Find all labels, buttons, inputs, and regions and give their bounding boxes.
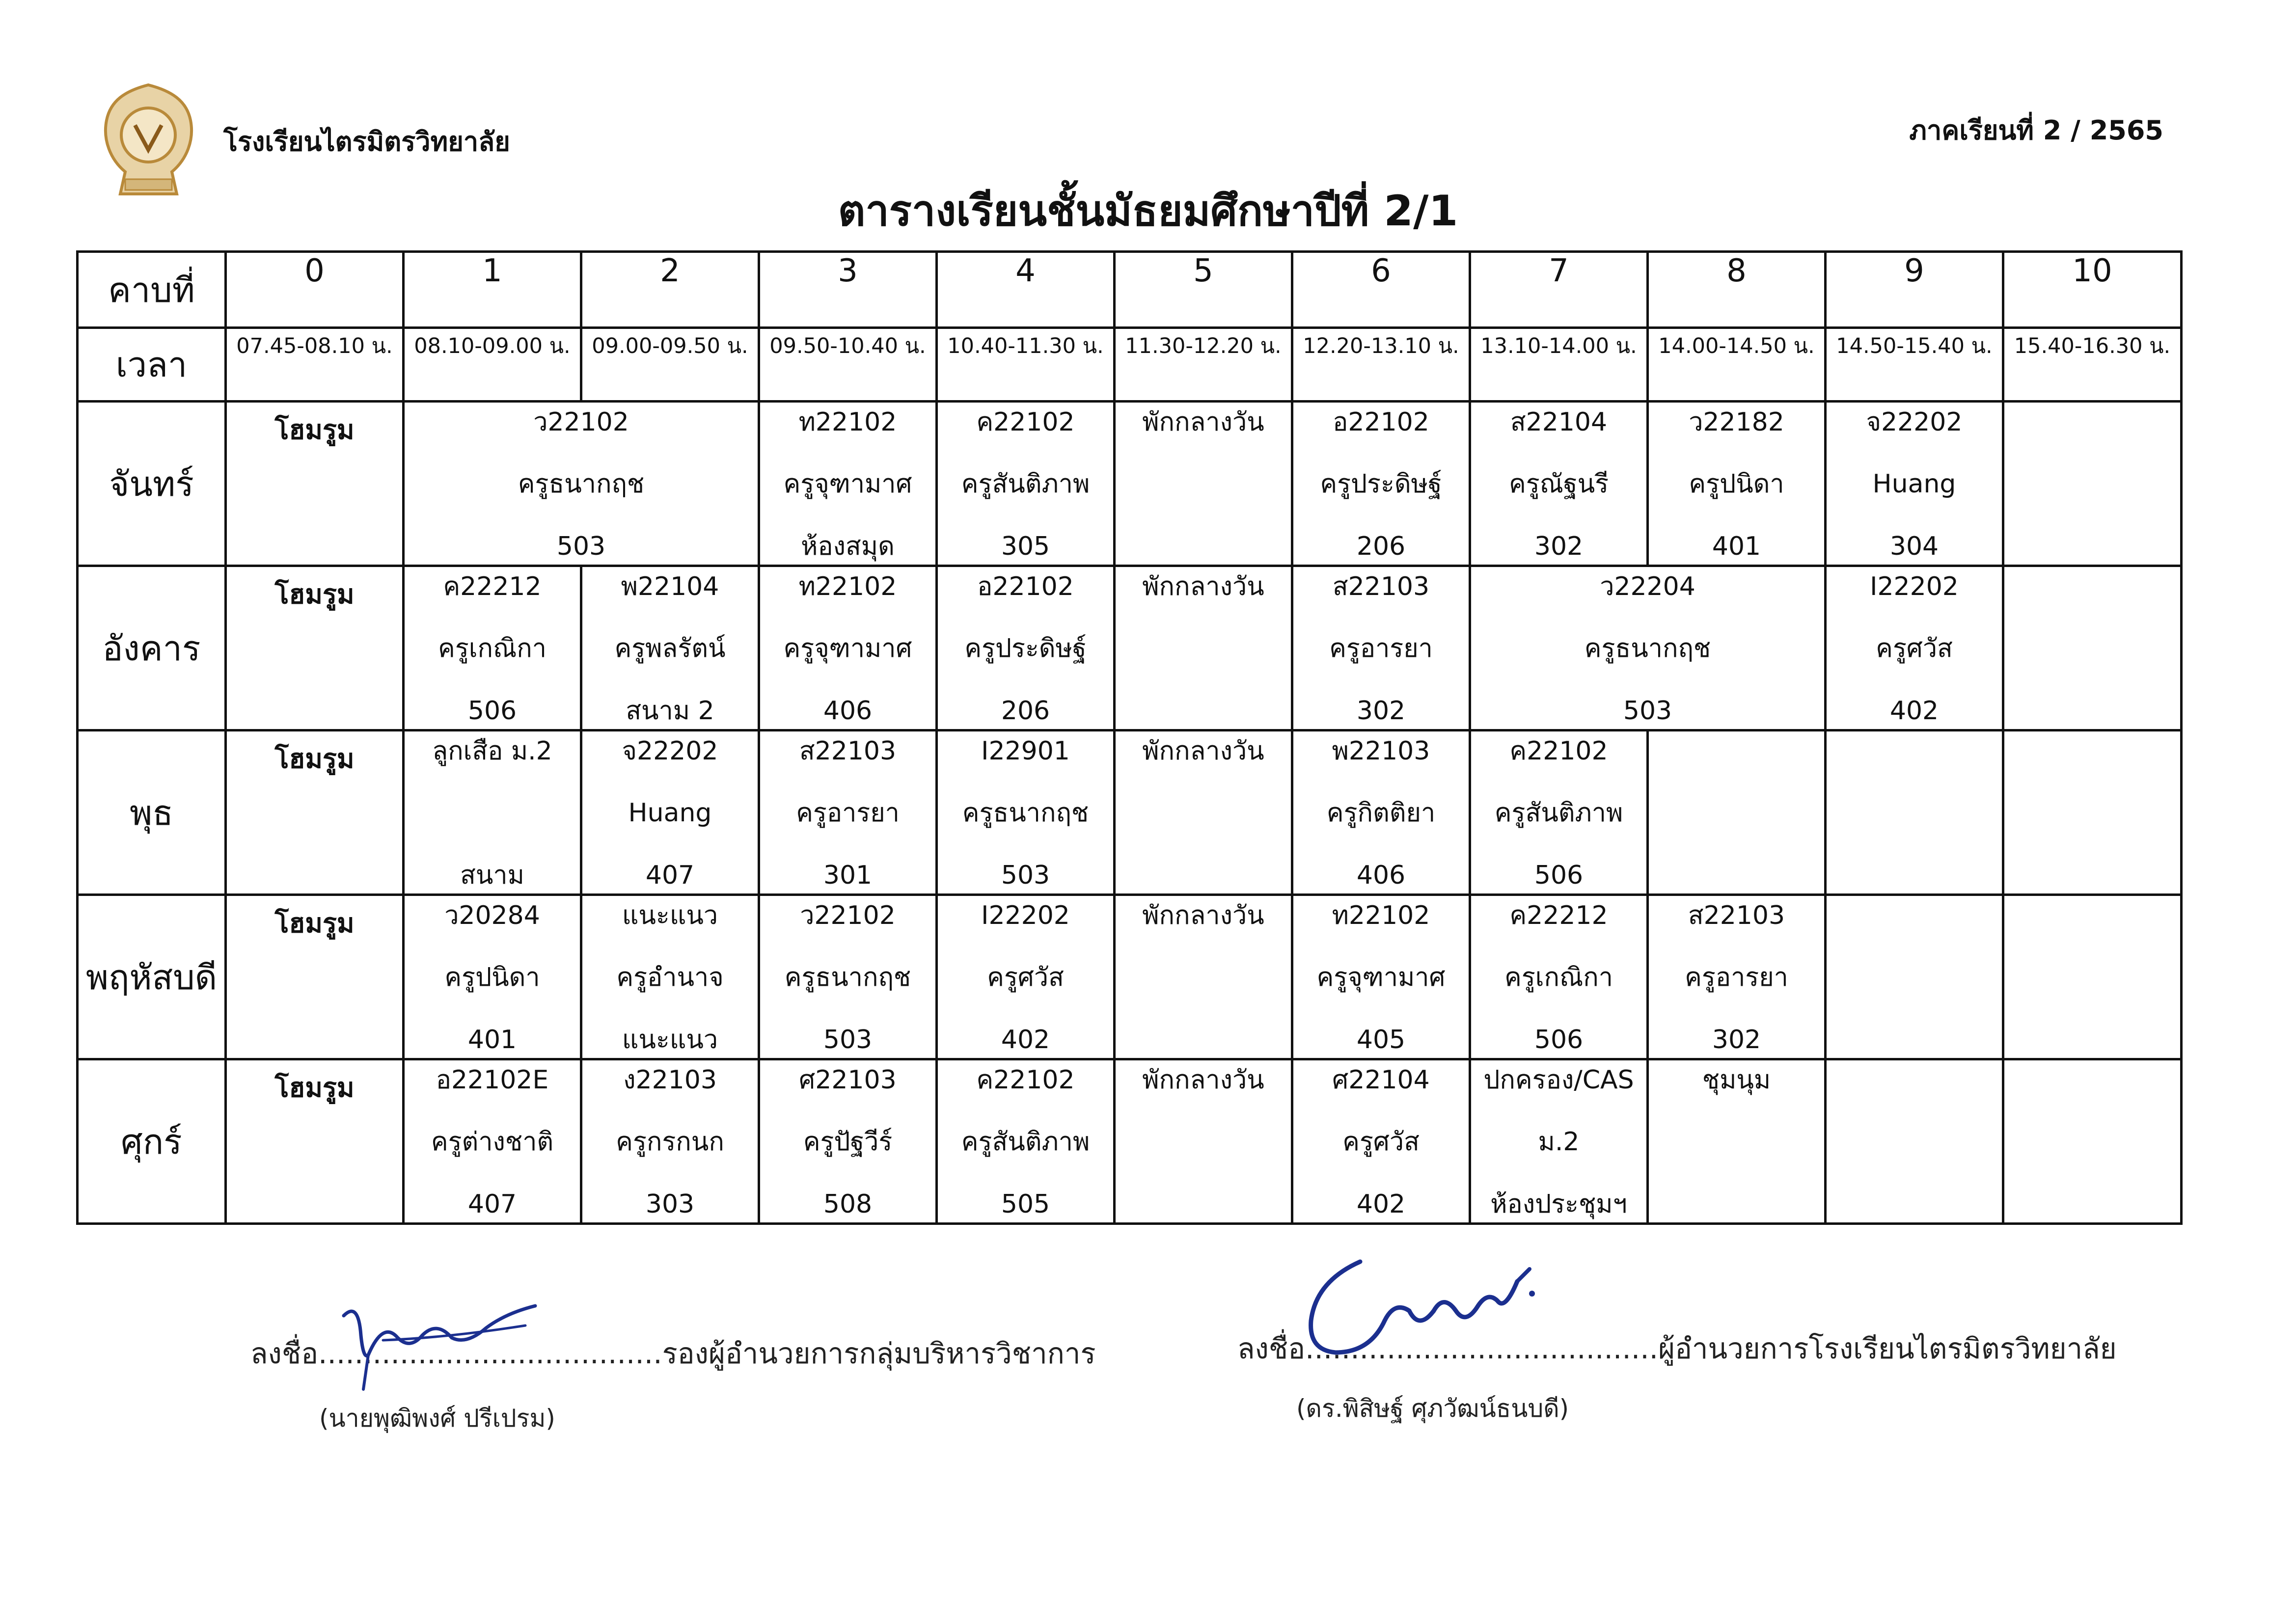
subject-code: จ22202 bbox=[622, 736, 718, 766]
room: 206 bbox=[1356, 531, 1406, 561]
room: 506 bbox=[467, 696, 517, 726]
teacher-name: ครูจุฑามาศ bbox=[783, 634, 912, 664]
class-cell bbox=[1292, 1059, 1470, 1224]
day-label: จันทร์ bbox=[78, 402, 226, 566]
time-range: 14.00-14.50 น. bbox=[1648, 328, 1826, 402]
subject-code: ปกครอง/CAS bbox=[1483, 1065, 1634, 1095]
time-range: 09.00-09.50 น. bbox=[581, 328, 759, 402]
right-signature-line: ลงชื่อ.......................................ผู้อำนวยการโรงเรียนไตรมิตรวิทยาลัย bbox=[1237, 1332, 2117, 1365]
teacher-name bbox=[405, 800, 580, 828]
class-cell bbox=[404, 566, 581, 730]
lunch-label: พักกลางวัน bbox=[1142, 407, 1264, 437]
time-range: 14.50-15.40 น. bbox=[1826, 328, 2003, 402]
room: สนาม bbox=[460, 860, 524, 890]
class-cell bbox=[404, 730, 581, 895]
class-cell bbox=[1470, 402, 1648, 566]
subject-code: พ22104 bbox=[621, 572, 719, 601]
teacher-name: ครูอารยา bbox=[1685, 963, 1788, 993]
class-cell bbox=[581, 566, 759, 730]
class-cell bbox=[937, 730, 1115, 895]
period-number: 9 bbox=[1826, 252, 2003, 328]
subject-code: I22202 bbox=[981, 901, 1070, 930]
time-range: 11.30-12.20 น. bbox=[1115, 328, 1292, 402]
homeroom-cell bbox=[226, 566, 404, 730]
class-cell bbox=[1470, 730, 1648, 895]
period-number: 0 bbox=[226, 252, 404, 328]
lunch-label: พักกลางวัน bbox=[1142, 901, 1264, 930]
room: 401 bbox=[467, 1025, 517, 1055]
subject-code: พ22103 bbox=[1332, 736, 1430, 766]
room: แนะแนว bbox=[622, 1025, 718, 1055]
subject-code: อ22102E bbox=[436, 1065, 549, 1095]
room: 402 bbox=[1356, 1189, 1406, 1219]
room: 401 bbox=[1712, 531, 1761, 561]
class-cell bbox=[937, 1059, 1115, 1224]
subject-code: ง22103 bbox=[623, 1065, 717, 1095]
class-cell bbox=[404, 895, 581, 1059]
teacher-name: ครูณัฐนรี bbox=[1508, 469, 1609, 499]
teacher-name: ครูเกณิกา bbox=[438, 634, 547, 664]
school-name: โรงเรียนไตรมิตรวิทยาลัย bbox=[223, 126, 510, 157]
period-number: 2 bbox=[581, 252, 759, 328]
room: 503 bbox=[556, 531, 606, 561]
lunch-cell bbox=[1115, 402, 1292, 566]
room: 506 bbox=[1534, 1025, 1584, 1055]
room: 302 bbox=[1534, 531, 1584, 561]
room: 508 bbox=[823, 1189, 873, 1219]
teacher-name: ครูประดิษฐ์ bbox=[1320, 469, 1442, 499]
room: 304 bbox=[1889, 531, 1939, 561]
empty-cell bbox=[2003, 895, 2182, 1059]
teacher-name: ครูปนิดา bbox=[444, 963, 540, 993]
homeroom-cell bbox=[226, 895, 404, 1059]
time-range: 10.40-11.30 น. bbox=[937, 328, 1115, 402]
room: 405 bbox=[1356, 1025, 1406, 1055]
class-cell bbox=[404, 1059, 581, 1224]
day-row-wednesday bbox=[78, 730, 2182, 895]
class-cell bbox=[759, 895, 937, 1059]
empty-cell bbox=[1648, 730, 1826, 895]
room: 407 bbox=[645, 860, 695, 890]
left-signature-mark bbox=[324, 1291, 550, 1399]
room: 406 bbox=[823, 696, 873, 726]
subject-code: ค22212 bbox=[443, 572, 542, 601]
subject-code: ท22102 bbox=[798, 407, 897, 437]
class-cell bbox=[937, 566, 1115, 730]
subject-code: อ22102 bbox=[977, 572, 1074, 601]
teacher-name: ครูอารยา bbox=[1329, 634, 1433, 664]
room: 505 bbox=[1001, 1189, 1050, 1219]
day-row-monday bbox=[78, 402, 2182, 566]
room: 301 bbox=[823, 860, 873, 890]
homeroom-cell bbox=[226, 1059, 404, 1224]
time-range: 13.10-14.00 น. bbox=[1470, 328, 1648, 402]
day-row-thursday bbox=[78, 895, 2182, 1059]
subject-code: ท22102 bbox=[798, 572, 897, 601]
teacher-name: ครูจุฑามาศ bbox=[1316, 963, 1446, 993]
room: 303 bbox=[645, 1189, 695, 1219]
teacher-name: ครูสันติภาพ bbox=[961, 469, 1090, 499]
empty-cell bbox=[2003, 1059, 2182, 1224]
room: ห้องสมุด bbox=[801, 531, 895, 561]
class-cell bbox=[1292, 566, 1470, 730]
room: 503 bbox=[1001, 860, 1050, 890]
subject-code: ส22103 bbox=[1688, 901, 1785, 930]
subject-code: ชุมนุม bbox=[1702, 1065, 1771, 1095]
period-number: 5 bbox=[1115, 252, 1292, 328]
empty-cell bbox=[2003, 402, 2182, 566]
empty-cell bbox=[2003, 566, 2182, 730]
empty-cell bbox=[1826, 1059, 2003, 1224]
class-cell bbox=[581, 1059, 759, 1224]
class-cell bbox=[759, 730, 937, 895]
subject-code: I22901 bbox=[981, 736, 1070, 766]
lunch-label: พักกลางวัน bbox=[1142, 572, 1264, 601]
subject-code: ศ22104 bbox=[1332, 1065, 1430, 1095]
empty-cell bbox=[1826, 895, 2003, 1059]
subject-code: อ22102 bbox=[1333, 407, 1429, 437]
teacher-name: ครูประดิษฐ์ bbox=[964, 634, 1087, 664]
room: 305 bbox=[1001, 531, 1050, 561]
class-cell bbox=[1292, 730, 1470, 895]
class-cell bbox=[1826, 566, 2003, 730]
page-title: ตารางเรียนชั้นมัธยมศึกษาปีที่ 2/1 bbox=[838, 187, 1458, 236]
day-row-friday bbox=[78, 1059, 2182, 1224]
subject-code: ท22102 bbox=[1332, 901, 1430, 930]
homeroom-cell bbox=[226, 730, 404, 895]
subject-code: ลูกเสือ ม.2 bbox=[432, 736, 552, 766]
class-cell bbox=[1648, 402, 1826, 566]
subject-code: ส22104 bbox=[1510, 407, 1608, 437]
teacher-name: ครูสันติภาพ bbox=[1494, 798, 1623, 828]
homeroom-label: โฮมรูม bbox=[274, 908, 355, 939]
homeroom-label: โฮมรูม bbox=[274, 414, 355, 445]
class-cell bbox=[937, 895, 1115, 1059]
time-range: 07.45-08.10 น. bbox=[226, 328, 404, 402]
day-label: พฤหัสบดี bbox=[78, 895, 226, 1059]
homeroom-label: โฮมรูม bbox=[274, 579, 355, 610]
time-label: เวลา bbox=[78, 328, 226, 402]
room: 503 bbox=[823, 1025, 873, 1055]
room: 302 bbox=[1712, 1025, 1761, 1055]
lunch-label: พักกลางวัน bbox=[1142, 736, 1264, 766]
period-number: 6 bbox=[1292, 252, 1470, 328]
subject-code: ส22103 bbox=[1332, 572, 1430, 601]
teacher-name: ครูธนากฤช bbox=[518, 469, 645, 499]
class-cell bbox=[581, 895, 759, 1059]
teacher-name: ครูสันติภาพ bbox=[961, 1127, 1090, 1157]
room: 206 bbox=[1001, 696, 1050, 726]
room: 407 bbox=[467, 1189, 517, 1219]
class-cell bbox=[1470, 895, 1648, 1059]
teacher-name bbox=[1649, 1129, 1824, 1157]
room: 506 bbox=[1534, 860, 1584, 890]
period-number: 4 bbox=[937, 252, 1115, 328]
time-range: 12.20-13.10 น. bbox=[1292, 328, 1470, 402]
room: 503 bbox=[1623, 696, 1672, 726]
left-signature-line: ลงชื่อ......................................รองผู้อำนวยการกลุ่มบริหารวิชาการ bbox=[250, 1337, 1096, 1370]
room bbox=[1649, 1190, 1824, 1218]
subject-code: ว22102 bbox=[533, 407, 629, 437]
teacher-name: ครูศวัส bbox=[1876, 634, 1953, 664]
period-number: 1 bbox=[404, 252, 581, 328]
class-cell bbox=[759, 566, 937, 730]
lunch-cell bbox=[1115, 895, 1292, 1059]
teacher-name: ครูปนิดา bbox=[1689, 469, 1784, 499]
teacher-name: ครูอารยา bbox=[796, 798, 900, 828]
room: 402 bbox=[1001, 1025, 1050, 1055]
period-number: 3 bbox=[759, 252, 937, 328]
period-number: 7 bbox=[1470, 252, 1648, 328]
homeroom-cell bbox=[226, 402, 404, 566]
teacher-name: ม.2 bbox=[1538, 1127, 1580, 1157]
class-cell bbox=[1292, 402, 1470, 566]
time-range: 09.50-10.40 น. bbox=[759, 328, 937, 402]
time-row bbox=[78, 328, 2182, 402]
subject-code: ค22102 bbox=[976, 1065, 1075, 1095]
lunch-cell bbox=[1115, 566, 1292, 730]
day-label: อังคาร bbox=[78, 566, 226, 730]
teacher-name: ครูต่างชาติ bbox=[431, 1127, 554, 1157]
class-cell bbox=[759, 402, 937, 566]
class-cell bbox=[1292, 895, 1470, 1059]
time-range: 08.10-09.00 น. bbox=[404, 328, 581, 402]
subject-code: ว22204 bbox=[1600, 572, 1695, 601]
lunch-cell bbox=[1115, 730, 1292, 895]
teacher-name: ครูธนากฤช bbox=[962, 798, 1089, 828]
class-cell bbox=[937, 402, 1115, 566]
teacher-name: ครูเกณิกา bbox=[1504, 963, 1613, 993]
subject-code: ว22182 bbox=[1689, 407, 1784, 437]
room: 302 bbox=[1356, 696, 1406, 726]
empty-cell bbox=[2003, 730, 2182, 895]
day-row-tuesday bbox=[78, 566, 2182, 730]
teacher-name: ครูธนากฤช bbox=[1584, 634, 1711, 664]
subject-code: แนะแนว bbox=[622, 901, 718, 930]
class-cell bbox=[1470, 1059, 1648, 1224]
class-cell bbox=[1648, 895, 1826, 1059]
left-signer-name: (นายพุฒิพงศ์ ปรีเปรม) bbox=[319, 1404, 555, 1433]
class-cell bbox=[404, 402, 759, 566]
subject-code: ค22102 bbox=[976, 407, 1075, 437]
teacher-name: Huang bbox=[628, 798, 712, 828]
room: สนาม 2 bbox=[626, 696, 714, 726]
period-number: 8 bbox=[1648, 252, 1826, 328]
period-number: 10 bbox=[2003, 252, 2182, 328]
room: ห้องประชุมฯ bbox=[1490, 1189, 1627, 1219]
subject-code: ค22212 bbox=[1509, 901, 1608, 930]
class-cell bbox=[581, 730, 759, 895]
class-cell bbox=[1648, 1059, 1826, 1224]
subject-code: ส22103 bbox=[799, 736, 897, 766]
timetable bbox=[76, 250, 2183, 1225]
room: 406 bbox=[1356, 860, 1406, 890]
homeroom-label: โฮมรูม bbox=[274, 1072, 355, 1103]
teacher-name: ครูอำนาจ bbox=[616, 963, 724, 993]
right-signature-mark bbox=[1286, 1247, 1542, 1375]
class-cell bbox=[1826, 402, 2003, 566]
day-label: ศุกร์ bbox=[78, 1059, 226, 1224]
subject-code: ว20284 bbox=[444, 901, 540, 930]
teacher-name: ครูจุฑามาศ bbox=[783, 469, 912, 499]
lunch-cell bbox=[1115, 1059, 1292, 1224]
subject-code: ว22102 bbox=[800, 901, 896, 930]
teacher-name: ครูพลรัตน์ bbox=[614, 634, 726, 664]
empty-cell bbox=[1826, 730, 2003, 895]
teacher-name: ครูกิตติยา bbox=[1326, 798, 1436, 828]
lunch-label: พักกลางวัน bbox=[1142, 1065, 1264, 1095]
right-signer-name: (ดร.พิสิษฐ์ ศุภวัฒน์ธนบดี) bbox=[1296, 1394, 1569, 1423]
class-cell bbox=[759, 1059, 937, 1224]
room: 402 bbox=[1889, 696, 1939, 726]
class-cell bbox=[1470, 566, 1826, 730]
subject-code: ศ22103 bbox=[799, 1065, 897, 1095]
subject-code: จ22202 bbox=[1866, 407, 1963, 437]
subject-code: ค22102 bbox=[1509, 736, 1608, 766]
teacher-name: ครูศวัส bbox=[987, 963, 1064, 993]
period-row bbox=[78, 252, 2182, 328]
teacher-name: ครูศวัส bbox=[1342, 1127, 1420, 1157]
homeroom-label: โฮมรูม bbox=[274, 743, 355, 774]
time-range: 15.40-16.30 น. bbox=[2003, 328, 2182, 402]
subject-code: I22202 bbox=[1870, 572, 1959, 601]
teacher-name: ครูธนากฤช bbox=[784, 963, 911, 993]
teacher-name: ครูกรกนก bbox=[616, 1127, 724, 1157]
teacher-name: Huang bbox=[1872, 469, 1956, 499]
teacher-name: ครูปัฐวีร์ bbox=[803, 1127, 893, 1157]
day-label: พุธ bbox=[78, 730, 226, 895]
period-label: คาบที่ bbox=[78, 252, 226, 328]
semester-label: ภาคเรียนที่ 2 / 2565 bbox=[1909, 115, 2163, 146]
